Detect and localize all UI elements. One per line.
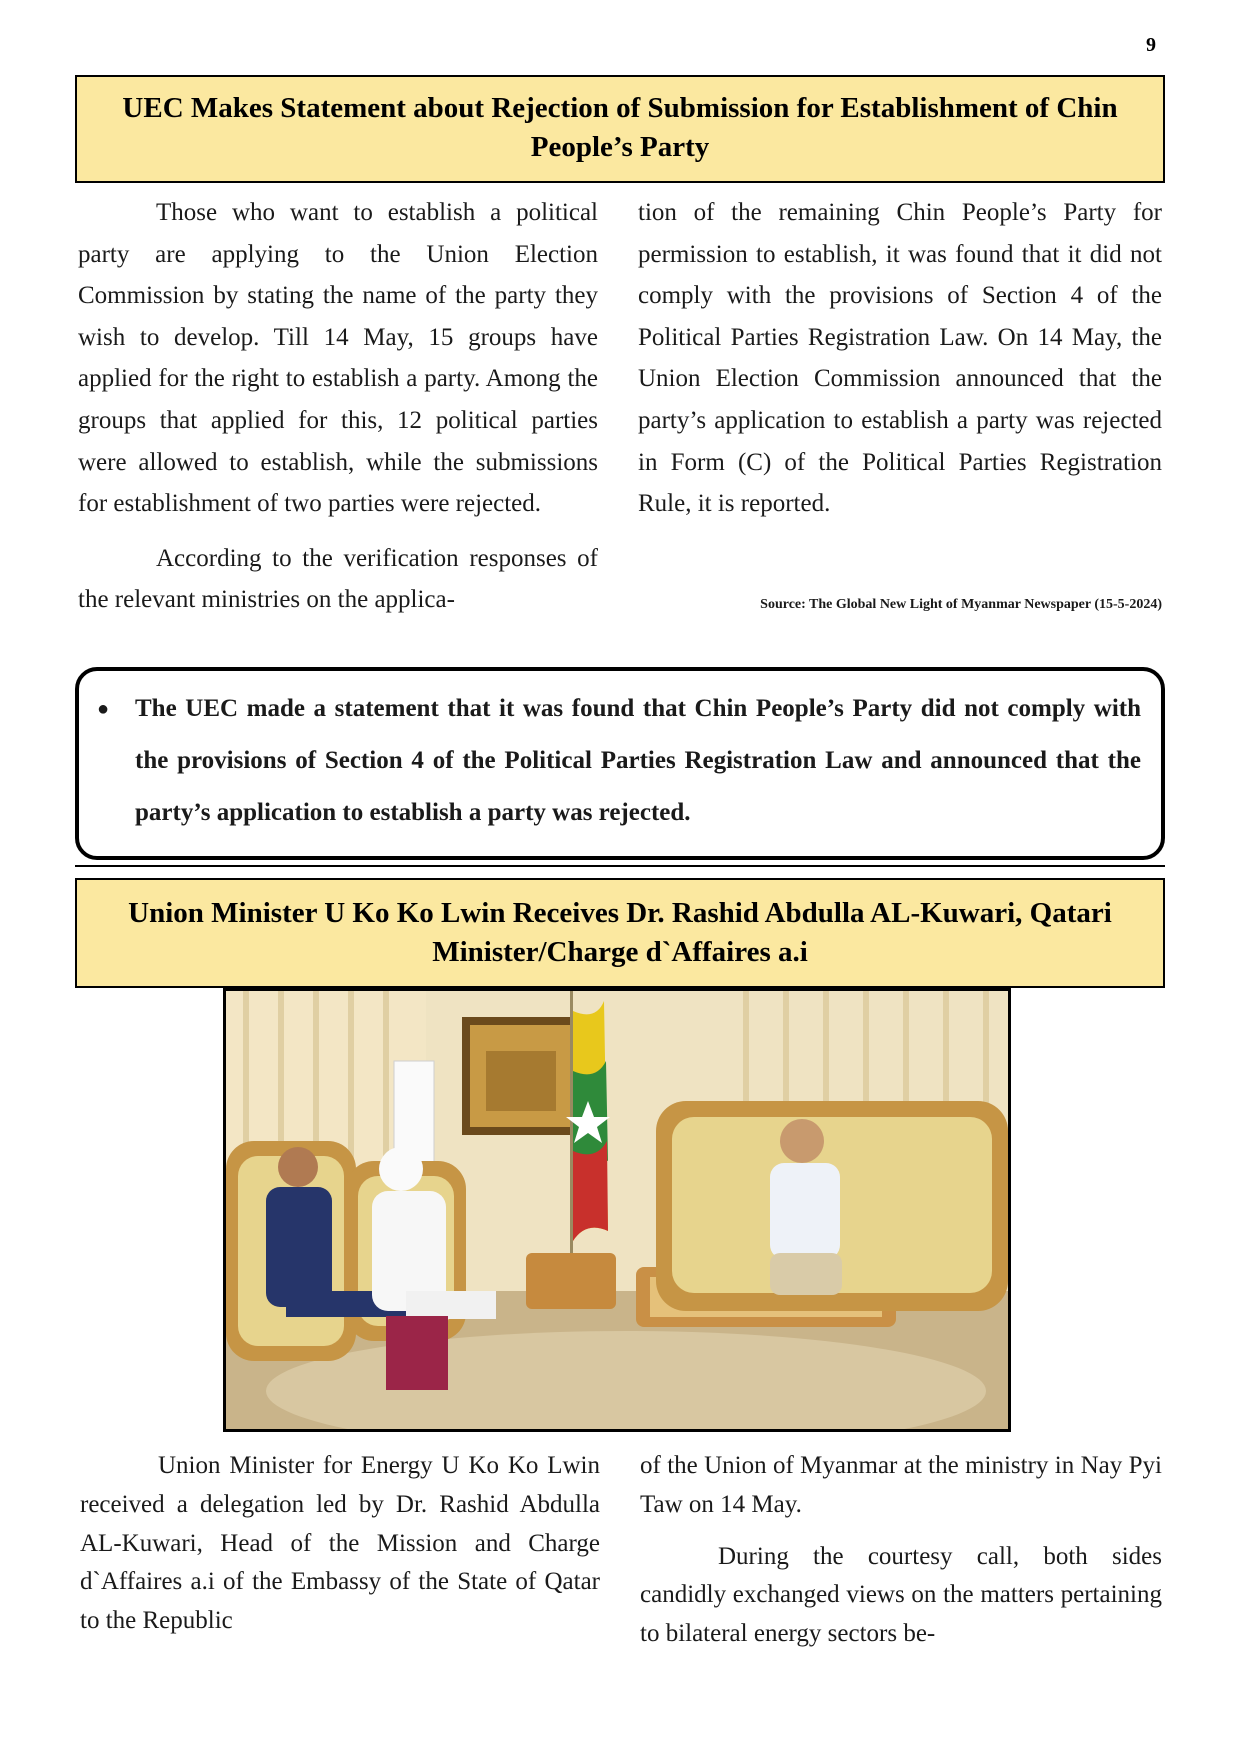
article2-right-paragraph-1: of the Union of Myanmar at the ministry in Nay Pyi Taw on 14 May. [640, 1452, 1162, 1518]
bullet-dot-icon: ● [97, 698, 110, 720]
article1-left-paragraph-1: Those who want to establish a political party are applying to the Union Election Commission by stating the name of the party they wish to develop. Till 14 May, 15 groups have applied for the right to establish a party. Among the groups that applied for this, 12 political parties were allowed to establish, while the submissions for establishment of two parties were rejected. [78, 199, 598, 518]
article2-left-paragraph-1: Union Minister for Energy U Ko Ko Lwin received a delegation led by Dr. Rashid Abdulla AL-Kuwari, Head of the Mission and Charge d`Affaires a.i of the Embassy of the State of Qatar to the Republic [80, 1452, 600, 1635]
article1-headline [75, 75, 1165, 183]
article2-right-paragraph-2: During the courtesy call, both sides candidly exchanged views on the matters pertaining to bilateral energy sectors be- [640, 1542, 1162, 1648]
meeting-photo-illustration [226, 991, 1008, 1429]
meeting-photo [223, 988, 1011, 1432]
article1-source: Source: The Global New Light of Myanmar Newspaper (15-5-2024) [760, 597, 1162, 612]
section-divider [75, 865, 1165, 867]
callout-list-item [97, 683, 1141, 839]
article2-headline [75, 878, 1165, 988]
article1-left-column [78, 192, 598, 621]
article2-right-column [640, 1447, 1162, 1654]
article1-headline-line2: People’s Party [530, 131, 710, 163]
callout-text: The UEC made a statement that it was found that Chin People’s Party did not comply with the provisions of Section 4 of the Political Parties Registration Law and announced that the party’s application to establish a party was rejected. [135, 695, 1141, 826]
article2-left-column [80, 1447, 600, 1641]
article1-left-paragraph-2: According to the verification responses of the relevant ministries on the applica- [78, 544, 598, 614]
summary-callout [75, 667, 1165, 860]
article1-right-column [638, 192, 1162, 525]
page-number: 9 [1146, 34, 1156, 56]
article1-headline-line1: UEC Makes Statement about Rejection of Submission for Establishment of Chin [122, 92, 1118, 124]
article2-headline-line1: Union Minister U Ko Ko Lwin Receives Dr. Rashid Abdulla AL-Kuwari, Qatari [128, 897, 1112, 929]
article2-headline-line2: Minister/Charge d`Affaires a.i [432, 936, 808, 968]
article1-right-paragraph-1: tion of the remaining Chin People’s Party for permission to establish, it was found that it did not comply with the provisions of Section 4 of the Political Parties Registration Law. On 14 May, the Union Election Commission announced that the party’s application to establish a party was rejected in Form (C) of the Political Parties Registration Rule, it is reported. [638, 199, 1162, 518]
